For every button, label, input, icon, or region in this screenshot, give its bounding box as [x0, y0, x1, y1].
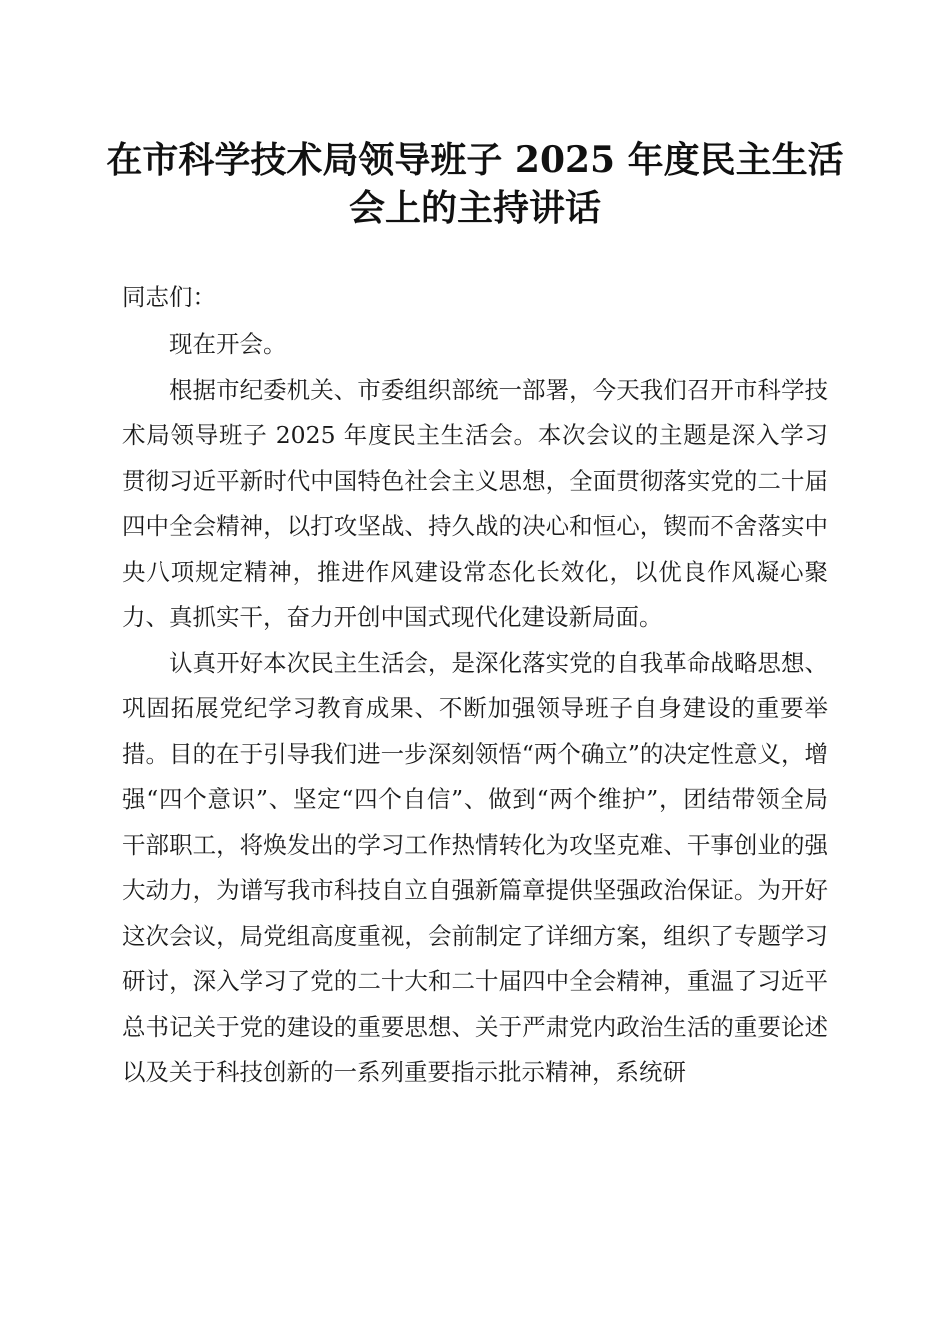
document-title-line-1: 在市科学技术局领导班子 2025 年度民主生活	[106, 139, 844, 181]
salutation: 同志们：	[122, 283, 216, 311]
paragraph-meeting-purpose: 认真开好本次民主生活会，是深化落实党的自我革命战略思想、巩固拓展党纪学习教育成果、不断加强领导班子自身建设的重要举措。目的在于引导我们进一步深刻领悟“两个确立”的决定性意义，增强“四个意识”、坚定“四个自信”、做到“两个维护”，团结带领全局干部职工，将焕发出的学习工作热情转化为攻坚克难、干事创业的强大动力，为谱写我市科技自立自强新篇章提供坚强政治保证。为开好这次会议，局党组高度重视，会前制定了详细方案，组织了专题学习研讨，深入学习了党的二十大和二十届四中全会精神，重温了习近平总书记关于党的建设的重要思想、关于严肃党内政治生活的重要论述以及关于科技创新的一系列重要指示批示精神，系统研	[122, 648, 828, 1086]
document-title-line-2: 会上的主持讲话	[348, 187, 601, 229]
document-body	[122, 322, 828, 1096]
paragraph-opening: 现在开会。	[169, 330, 287, 358]
paragraph-meeting-theme: 根据市纪委机关、市委组织部统一部署，今天我们召开市科学技术局领导班子 2025 年度民主生活会。本次会议的主题是深入学习贯彻习近平新时代中国特色社会主义思想，全面贯彻落实党的二十届四中全会精神，以打攻坚战、持久战的决心和恒心，锲而不舍落实中央八项规定精神，推进作风建设常态化长效化，以优良作风凝心聚力、真抓实干，奋力开创中国式现代化建设新局面。	[122, 375, 828, 631]
